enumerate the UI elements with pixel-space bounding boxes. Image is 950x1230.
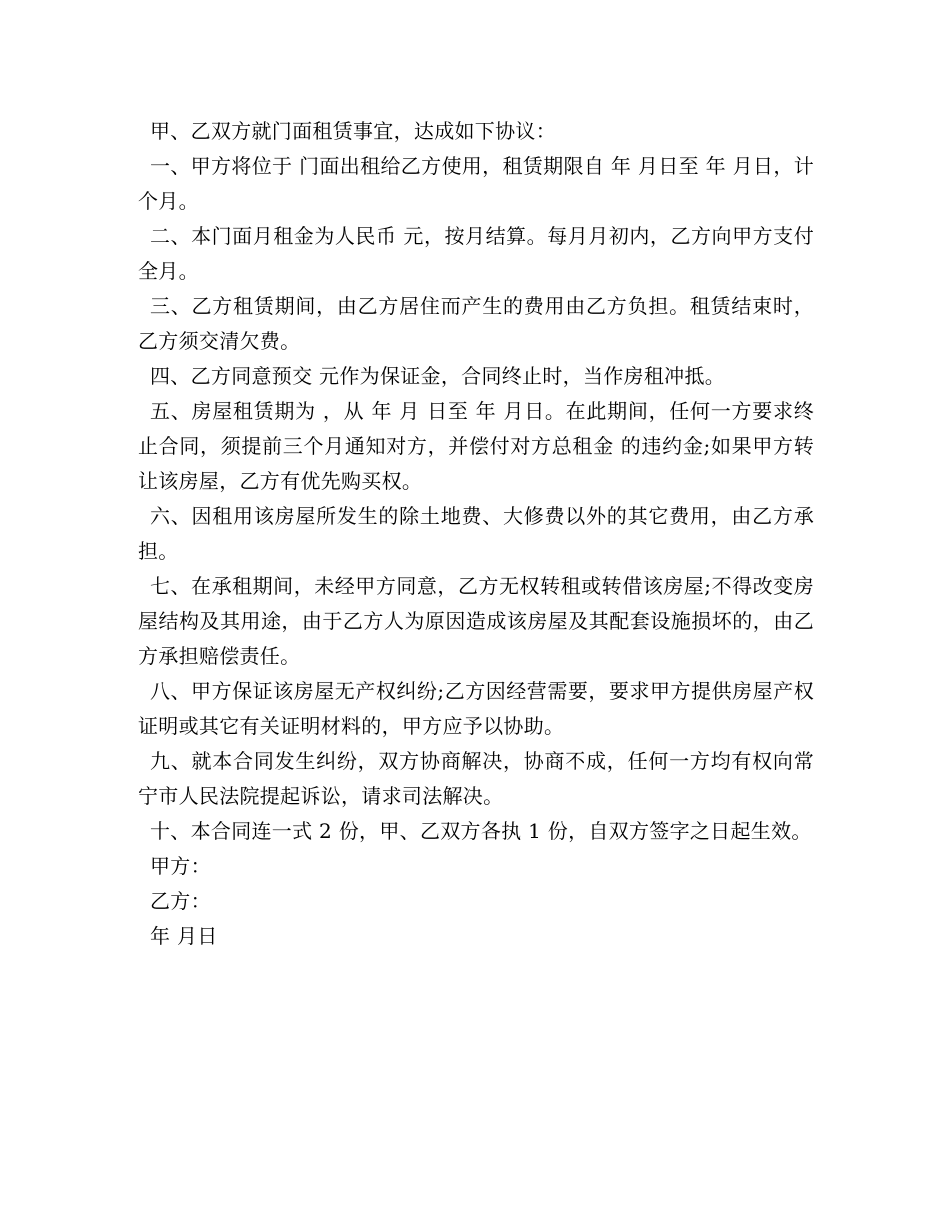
- clause-6: 六、因租用该房屋所发生的除土地费、大修费以外的其它费用，由乙方承担。: [138, 504, 814, 563]
- clause-8: 八、甲方保证该房屋无产权纠纷;乙方因经营需要，要求甲方提供房屋产权证明或其它有关证明材料的，甲方应予以协助。: [138, 679, 814, 738]
- clause-3: 三、乙方租赁期间，由乙方居住而产生的费用由乙方负担。租赁结束时，乙方须交清欠费。: [138, 294, 814, 353]
- signing-date: 年 月日: [150, 924, 218, 948]
- clause-4: 四、乙方同意预交 元作为保证金，合同终止时，当作房租冲抵。: [150, 364, 726, 388]
- clause-2: 二、本门面月租金为人民币 元，按月结算。每月月初内，乙方向甲方支付全月。: [138, 224, 814, 283]
- clause-9: 九、就本合同发生纠纷，双方协商解决，协商不成，任何一方均有权向常宁市人民法院提起诉讼，请求司法解决。: [138, 749, 814, 808]
- contract-intro: 甲、乙双方就门面租赁事宜，达成如下协议：: [150, 119, 556, 143]
- clause-1: 一、甲方将位于 门面出租给乙方使用，租赁期限自 年 月日至 年 月日，计 个月。: [138, 154, 814, 213]
- clause-7: 七、在承租期间，未经甲方同意，乙方无权转租或转借该房屋;不得改变房屋结构及其用途，由于乙方人为原因造成该房屋及其配套设施损坏的，由乙方承担赔偿责任。: [138, 574, 814, 668]
- contract-document: [138, 114, 814, 954]
- clause-5: 五、房屋租赁期为 ，从 年 月 日至 年 月日。在此期间，任何一方要求终止合同，须提前三个月通知对方，并偿付对方总租金 的违约金;如果甲方转让该房屋，乙方有优先购买权。: [138, 399, 814, 493]
- party-b-signature: 乙方：: [150, 889, 211, 913]
- party-a-signature: 甲方：: [150, 854, 211, 878]
- clause-10: 十、本合同连一式 2 份，甲、乙双方各执 1 份，自双方签字之日起生效。: [150, 819, 812, 843]
